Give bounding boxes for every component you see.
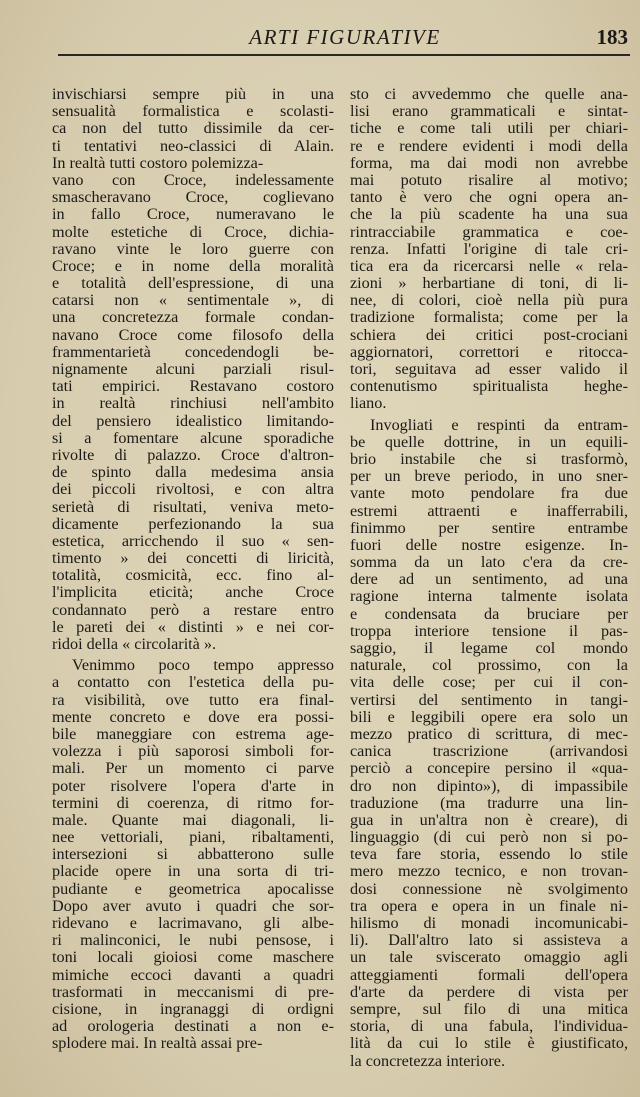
text-line: timento » dei concetti di liricità, [52,549,334,568]
text-line: una concretezza formale condan- [52,308,334,327]
text-line: ri malinconici, le nubi pensose, i [52,931,334,950]
text-line: in realtà rinchiusi nell'ambito [52,394,334,413]
text-line: vertirsi del sentimento in tangi- [350,690,628,709]
text-line: somma da un lato c'era da cre- [350,553,628,572]
text-line: tori, seguitava ad esser valido il [350,360,628,378]
text-line: tiche e come tali utili per chiari- [350,119,628,138]
text-line: rivolte di palazzo. Croce d'altron- [52,445,334,464]
text-line: mali. Per un momento ci parve [52,759,334,778]
text-line: canica trascrizione (arrivandosi [350,742,628,761]
text-line: splodere mai. In realtà assai pre- [52,1034,263,1053]
text-line: placide opere in una sorta di tri- [52,862,334,881]
text-line: vita delle cose; per cui il con- [350,673,628,692]
text-line: estremi attraenti e inafferrabili, [350,501,628,520]
text-line: lisi erano grammaticali e sintat- [350,102,628,121]
text-line: rintracciabile grammatica e coe- [350,222,628,241]
text-line: dicamente perfezionando la sua [52,514,334,533]
text-line: ra visibilità, ove tutto era final- [52,690,334,709]
text-line: la concretezza interiore. [350,1051,506,1070]
header-rule [58,54,630,56]
text-line: toni locali gioiosi come maschere [52,948,334,967]
text-line: troppa interiore tensione il pas- [350,621,628,640]
text-line: Dopo aver avuto i quadri che sor- [52,896,334,915]
text-line: intersezioni si abbatterono sulle [52,845,334,864]
text-line: teva fare storia, essendo lo stile [350,845,628,864]
text-line: frammentarietà concedendogli be- [52,342,334,361]
text-line: li). Dall'altro lato si assisteva a [350,931,628,950]
text-line: dere ad un sentimento, ad una [350,570,628,589]
text-line: finimmo per sentire entrambe [350,518,628,537]
text-line: ridoi della « circolarità ». [52,635,217,653]
text-line: Venimmo poco tempo appresso [72,656,334,675]
text-line: poter risolvere l'opera d'arte in [52,776,334,795]
text-line: smascheravano Croce, coglievano [52,188,334,207]
page-number: 183 [596,25,628,49]
text-line: lità da cui lo stile è giustificato, [350,1034,628,1053]
text-line: tradizione formalista; come per la [350,308,628,327]
text-line: re e rendere evidenti i modi della [350,136,628,155]
text-line: nee vettoriali, piani, ribaltamenti, [52,828,334,847]
text-line: dro non dipinto»), di impassibile [350,776,628,795]
text-line: cisione, in ingranaggi di ordigni [52,999,334,1018]
text-line: be quelle dottrine, in un equili- [350,432,628,451]
text-line: ad orologeria destinati a non e- [52,1017,334,1036]
text-line: saggio, il legame col mondo [350,639,628,657]
text-line: ravano vinte le loro guerre con [52,239,334,258]
text-line: nee, di colori, cioè nella più pura [350,291,628,310]
text-line: che la più scadente ha una sua [350,205,628,224]
text-line: atteggiamenti formali dell'opera [350,965,628,984]
text-line: In realtà tutti costoro polemizza- [52,153,264,172]
text-line: condannato però a restare entro [52,600,334,619]
text-line: linguaggio (di cui però non si po- [350,828,628,847]
text-line: sto ci avvedemmo che quelle ana- [350,85,628,103]
text-line: in fallo Croce, numeravano le [52,205,334,224]
text-line: gua in un'altra non è creare), di [350,810,628,829]
text-line: de spinto dalla medesima ansia [52,463,334,482]
text-line: mimiche eccoci davanti a quadri [52,965,334,984]
text-line: ragione interna talmente isolata [350,587,628,606]
text-line: trasformati in meccanismi di pre- [52,982,334,1001]
text-line: e totalità dell'espressione, di una [52,274,334,293]
text-line: estetica, arricchendo il suo « sen- [52,531,334,550]
text-line: catarsi non « sentimentale », di [52,291,334,310]
text-line: tanto è vero che ogni opera an- [350,188,628,207]
text-line: mai potuto risalire al motivo; [350,170,628,189]
text-line: Croce; e in nome della moralità [52,256,334,275]
text-line: storia, di una fabula, l'individua- [350,1017,628,1036]
text-line: navano Croce come filosofo della [52,325,334,344]
text-line: un tale sviscerato omaggio agli [350,948,628,967]
right-column [350,86,628,1070]
text-line: vano con Croce, indelessamente [52,170,334,189]
text-line: vante moto pendolare fra due [350,484,628,503]
text-line: dosi connessione nè svolgimento [350,879,628,898]
text-line: volezza i più saporosi simboli for- [52,742,334,761]
text-line: e condensata da bruciare per [350,604,628,623]
text-line: naturale, col prossimo, con la [350,656,628,675]
text-line: mente concreto e dove era possi- [52,707,334,726]
text-line: si a fomentare alcune sporadiche [52,428,334,447]
text-line: hilismo di monadi incomunicabi- [350,914,628,932]
text-line: a contatto con l'estetica della pu- [52,673,334,692]
running-title: ARTI FIGURATIVE [249,25,441,49]
text-line: liano. [350,394,387,413]
text-line: invischiarsi sempre più in una [52,85,334,103]
text-line: contenutismo spiritualista heghe- [350,377,628,396]
text-line: le pareti dei « distinti » e nei cor- [52,617,334,636]
text-line: sempre, sul filo di una mitica [350,999,628,1018]
text-line: serietà di risultati, veniva meto- [52,497,334,516]
text-line: renza. Infatti l'origine di tale cri- [350,239,628,258]
text-line: termini di coerenza, di ritmo for- [52,793,334,812]
text-line: per un breve periodo, in uno sner- [350,467,628,486]
text-line: molte estetiche di Croce, dichia- [52,222,334,241]
text-line: schiera dei critici post-crociani [350,325,628,344]
text-line: l'implicita eticità; anche Croce [52,583,334,602]
text-line: brio instabile che si trasformò, [350,449,628,468]
text-line: tati empirici. Restavano costoro [52,377,334,396]
text-line: traduzione (ma tradurre una lin- [350,793,628,812]
text-line: nignamente alcuni parziali risul- [52,360,334,378]
text-line: fuori delle nostre esigenze. In- [350,535,628,554]
text-line: zioni » herbartiane di toni, di li- [350,274,628,293]
text-line: mero mezzo tecnico, e non trovan- [350,862,628,881]
text-line: sensualità formalistica e scolasti- [52,102,334,121]
text-line: mezzo pratico di scrittura, di mec- [350,724,628,743]
page-header [0,22,640,54]
text-line: perciò a concepire persino il «qua- [350,759,628,778]
text-line: tra opera e opera in un finale ni- [350,896,628,915]
text-line: bile maneggiare con estrema age- [52,724,334,743]
text-line: ridevano e lacrimavano, gli albe- [52,914,334,932]
text-line: male. Quante mai diagonali, li- [52,810,334,829]
text-line: dei piccoli rivoltosi, e con altra [52,480,334,499]
text-line: ca non del tutto dissimile da cer- [52,119,334,138]
text-line: ti tentativi neo-classici di Alain. [52,136,334,155]
text-line: d'arte da perdere di vista per [350,982,628,1001]
text-line: del pensiero idealistico limitando- [52,411,334,430]
text-line: bili e leggibili opere era solo un [350,707,628,726]
text-line: aggiornatori, correttori e ritocca- [350,342,628,361]
text-line: totalità, cosmicità, ecc. fino al- [52,566,334,585]
left-column [52,86,334,1053]
text-line: Invogliati e respinti da entram- [370,415,628,434]
text-line: tica era da ricercarsi nelle « rela- [350,256,628,275]
text-line: pudiante e geometrica apocalisse [52,879,334,898]
text-line: forma, ma dai modi non avrebbe [350,153,628,172]
